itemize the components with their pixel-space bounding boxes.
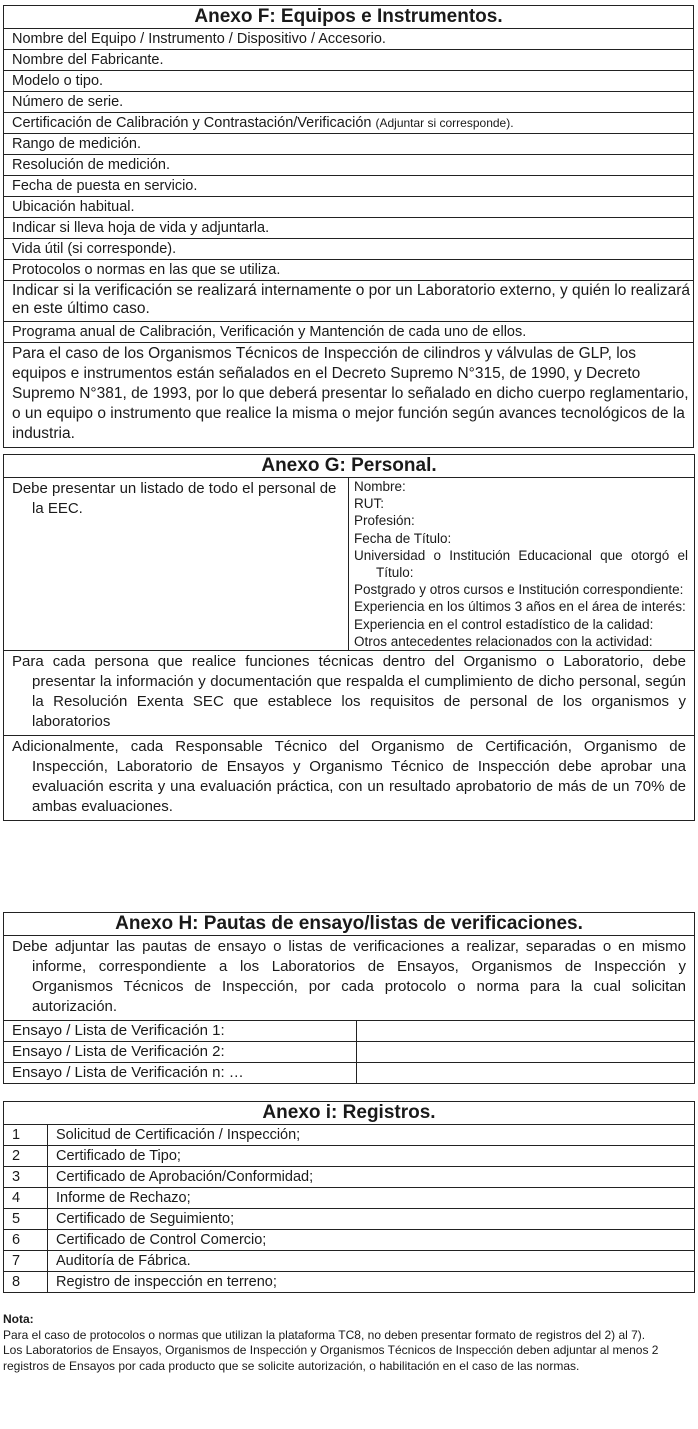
field-universidad: Universidad o Institución Educacional que otorgó el Título: [354,547,688,581]
anexo-f-title: Anexo F: Equipos e Instrumentos. [4,6,694,29]
anexo-g-table [3,454,695,821]
field-fecha-titulo: Fecha de Título: [354,530,452,546]
anexo-g-left-text: Debe presentar un listado de todo el personal de la EEC. [4,478,349,651]
field-experiencia: Experiencia en los últimos 3 años en el área de interés: [354,599,686,615]
nota-block [3,1312,695,1374]
registro-text: Informe de Rechazo; [48,1188,695,1209]
registro-text: Solicitud de Certificación / Inspección; [48,1125,695,1146]
field-nombre: Nombre: [354,479,406,494]
registro-text: Auditoría de Fábrica. [48,1251,695,1272]
registro-text: Certificado de Seguimiento; [48,1209,695,1230]
field-otros-antecedentes: Otros antecedentes relacionados con la actividad: [354,633,653,649]
anexo-f-table [3,5,694,448]
anexo-h-row-label: Ensayo / Lista de Verificación 2: [4,1042,357,1063]
anexo-f-row: Programa anual de Calibración, Verificación y Mantención de cada uno de ellos. [4,322,694,343]
anexo-g-fields [349,478,695,651]
anexo-f-row: Fecha de puesta en servicio. [4,176,694,197]
anexo-h-row-value [357,1042,695,1063]
registro-text: Certificado de Tipo; [48,1146,695,1167]
registro-num: 6 [4,1230,48,1251]
anexo-h-row-label: Ensayo / Lista de Verificación n: … [4,1063,357,1084]
registro-text: Certificado de Control Comercio; [48,1230,695,1251]
anexo-f-row-calibracion [4,113,694,134]
registro-num: 1 [4,1125,48,1146]
anexo-f-row: Número de serie. [4,92,694,113]
registro-num: 5 [4,1209,48,1230]
anexo-f-row: Protocolos o normas en las que se utiliza. [4,260,694,281]
anexo-h-row-value [357,1021,695,1042]
field-postgrado: Postgrado y otros cursos e Institución correspondiente: [354,582,684,598]
anexo-g-para-2: Adicionalmente, cada Responsable Técnico del Organismo de Certificación, Organismo de Inspección, Laboratorio de Ensayos y Organismo Técnico de Inspección debe aprobar una evaluación escrita y una evaluación práctica, con un resultado aprobatorio de más de un 70% de ambas evaluaciones. [4,736,695,821]
field-experiencia-calidad: Experiencia en el control estadístico de la calidad: [354,616,654,632]
anexo-f-row: Resolución de medición. [4,155,694,176]
anexo-f-calibracion-text: Certificación de Calibración y Contrastación/Verificación [12,115,372,131]
anexo-f-row: Rango de medición. [4,134,694,155]
nota-line-2: Los Laboratorios de Ensayos, Organismos de Inspección y Organismos Técnicos de Inspección deben adjuntar al menos 2 registros de Ensayos por cada producto que se solicite autorización, o habilitación en el caso de las normas. [3,1343,659,1373]
registro-num: 7 [4,1251,48,1272]
anexo-h-intro: Debe adjuntar las pautas de ensayo o listas de verificaciones a realizar, separadas o en mismo informe, correspondiente a los Laboratorios de Ensayos, Organismos de Inspección y Organismos Técnicos de Inspección, por cada protocolo o norma para la cual solicitan autorización. [4,936,695,1021]
nota-line-1: Para el caso de protocolos o normas que utilizan la plataforma TC8, no deben presentar formato de registros del 2) al 7). [3,1327,646,1342]
anexo-h-title: Anexo H: Pautas de ensayo/listas de verificaciones. [4,913,695,936]
field-rut: RUT: [354,496,384,512]
anexo-f-calibracion-note: (Adjuntar si corresponde). [375,116,514,130]
registro-num: 3 [4,1167,48,1188]
anexo-f-row: Ubicación habitual. [4,197,694,218]
anexo-f-row: Indicar si lleva hoja de vida y adjuntarla. [4,218,694,239]
anexo-f-row: Nombre del Fabricante. [4,50,694,71]
nota-label: Nota: [3,1312,34,1326]
anexo-f-row-glp: Para el caso de los Organismos Técnicos de Inspección de cilindros y válvulas de GLP, los equipos e instrumentos están señalados en el Decreto Supremo N°315, de 1990, y Decreto Supremo N°381, de 1993, por lo que deberá presentar lo señalado en dicho cuerpo reglamentario, o un equipo o instrumento que realice la misma o mejor función según avances tecnológicos de la industria. [4,343,694,448]
registro-num: 2 [4,1146,48,1167]
anexo-h-row-label: Ensayo / Lista de Verificación 1: [4,1021,357,1042]
anexo-g-para-1: Para cada persona que realice funciones técnicas dentro del Organismo o Laboratorio, debe presentar la información y documentación que respalda el cumplimiento de dicho personal, según la Resolución Exenta SEC que establece los requisitos de personal de los organismos y laboratorios [4,651,695,736]
registro-num: 4 [4,1188,48,1209]
anexo-f-row-verificacion: Indicar si la verificación se realizará internamente o por un Laboratorio externo, y quién lo realizará en este último caso. [4,281,694,322]
anexo-f-row: Vida útil (si corresponde). [4,239,694,260]
registro-text: Registro de inspección en terreno; [48,1272,695,1293]
anexo-i-table [3,1101,695,1293]
anexo-f-row: Nombre del Equipo / Instrumento / Dispositivo / Accesorio. [4,29,694,50]
anexo-i-title: Anexo i: Registros. [4,1102,695,1125]
field-profesion: Profesión: [354,513,415,529]
registro-num: 8 [4,1272,48,1293]
anexo-f-row: Modelo o tipo. [4,71,694,92]
anexo-g-title: Anexo G: Personal. [4,455,695,478]
anexo-h-table [3,912,695,1084]
anexo-h-row-value [357,1063,695,1084]
registro-text: Certificado de Aprobación/Conformidad; [48,1167,695,1188]
